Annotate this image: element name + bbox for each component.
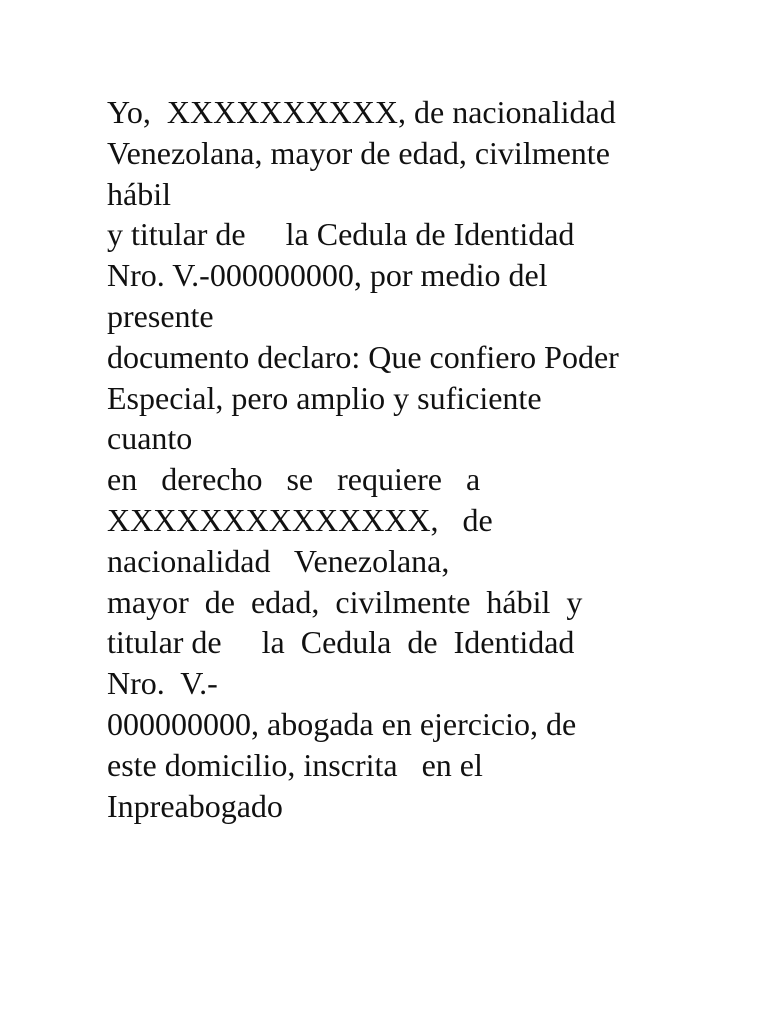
text-line: presente bbox=[107, 297, 214, 334]
text-line: y titular de la Cedula de Identidad bbox=[107, 216, 575, 253]
text-line: titular de la Cedula de Identidad bbox=[107, 624, 575, 661]
text-line: hábil bbox=[107, 175, 171, 212]
text-line: Especial, pero amplio y suficiente bbox=[107, 379, 542, 416]
text-line: mayor de edad, civilmente hábil y bbox=[107, 583, 583, 620]
text-line: nacionalidad Venezolana, bbox=[107, 542, 450, 579]
text-line: Inpreabogado bbox=[107, 787, 283, 824]
text-line: Nro. V.- bbox=[107, 665, 218, 702]
text-line: XXXXXXXXXXXXXX, de bbox=[107, 501, 493, 538]
text-line: este domicilio, inscrita en el bbox=[107, 746, 483, 783]
document-body-text bbox=[107, 92, 667, 826]
text-line: Venezolana, mayor de edad, civilmente bbox=[107, 134, 610, 171]
text-line: Yo, XXXXXXXXXX, de nacionalidad bbox=[107, 94, 616, 130]
text-line: en derecho se requiere a bbox=[107, 461, 481, 498]
text-line: documento declaro: Que confiero Poder bbox=[107, 338, 619, 375]
text-line: 000000000, abogada en ejercicio, de bbox=[107, 705, 577, 742]
text-line: cuanto bbox=[107, 420, 193, 457]
text-line: Nro. V.-000000000, por medio del bbox=[107, 257, 548, 294]
